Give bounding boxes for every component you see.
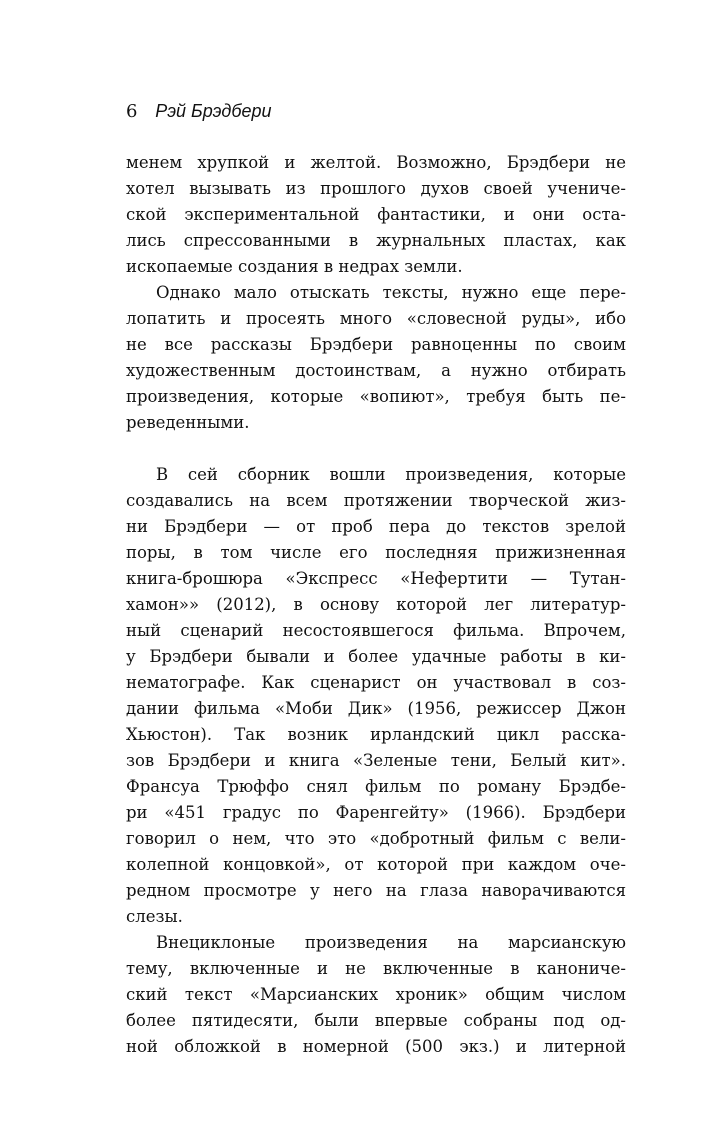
page-number: 6 (126, 101, 138, 122)
text-line: ской экспериментальной фантастики, и они оста- (126, 205, 626, 224)
paragraph-1 (126, 150, 626, 280)
text-line: поры, в том числе его последняя прижизненная (126, 543, 626, 562)
text-line: зов Брэдбери и книга «Зеленые тени, Белый кит». (126, 751, 626, 770)
text-line: книга-брошюра «Экспресс «Нефертити — Тутан- (126, 569, 626, 588)
text-line: лись спрессованными в журнальных пластах, как (126, 231, 626, 250)
text-line: В сей сборник вошли произведения, которые (156, 465, 626, 484)
text-line: ри «451 градус по Фаренгейту» (1966). Брэдбери (126, 803, 626, 822)
text-line: лопатить и просеять много «словесной руды», ибо (126, 309, 626, 328)
text-line: Франсуа Трюффо снял фильм по роману Брэдбе- (126, 777, 626, 796)
text-line: тему, включенные и не включенные в канониче- (126, 959, 626, 978)
text-line: слезы. (126, 907, 183, 926)
book-page (126, 100, 626, 1060)
text-line: не все рассказы Брэдбери равноценны по своим (126, 335, 626, 354)
section-gap (126, 436, 626, 462)
text-line: редном просмотре у него на глаза наворачиваются (126, 881, 626, 900)
paragraph-3 (126, 462, 626, 930)
text-line: дании фильма «Моби Дик» (1956, режиссер Джон (126, 699, 626, 718)
text-line: Хьюстон). Так возник ирландский цикл расска- (126, 725, 626, 744)
text-line: произведения, которые «вопиют», требуя быть пе- (126, 387, 626, 406)
text-line: Однако мало отыскать тексты, нужно еще пере- (156, 283, 626, 302)
running-head-author: Рэй Брэдбери (155, 101, 272, 121)
text-line: более пятидесяти, были впервые собраны под од- (126, 1011, 626, 1030)
running-head (126, 100, 626, 122)
text-line: ни Брэдбери — от проб пера до текстов зрелой (126, 517, 626, 536)
text-line: нематографе. Как сценарист он участвовал в соз- (126, 673, 626, 692)
text-line: художественным достоинствам, а нужно отбирать (126, 361, 626, 380)
text-line: ископаемые создания в недрах земли. (126, 257, 463, 276)
text-line: у Брэдбери бывали и более удачные работы в ки- (126, 647, 626, 666)
text-line: ский текст «Марсианских хроник» общим числом (126, 985, 626, 1004)
text-line: ной обложкой в номерной (500 экз.) и литерной (126, 1037, 626, 1056)
text-line: создавались на всем протяжении творческой жиз- (126, 491, 626, 510)
text-line: Внециклоные произведения на марсианскую (156, 933, 626, 952)
text-line: реведенными. (126, 413, 250, 432)
text-line: колепной концовкой», от которой при каждом оче- (126, 855, 626, 874)
text-line: хотел вызывать из прошлого духов своей учениче- (126, 179, 626, 198)
text-line: говорил о нем, что это «добротный фильм с вели- (126, 829, 626, 848)
text-line: хамон»» (2012), в основу которой лег литератур- (126, 595, 626, 614)
paragraph-2 (126, 280, 626, 436)
text-line: менем хрупкой и желтой. Возможно, Брэдбери не (126, 153, 626, 172)
paragraph-4 (126, 930, 626, 1060)
text-line: ный сценарий несостоявшегося фильма. Впрочем, (126, 621, 626, 640)
